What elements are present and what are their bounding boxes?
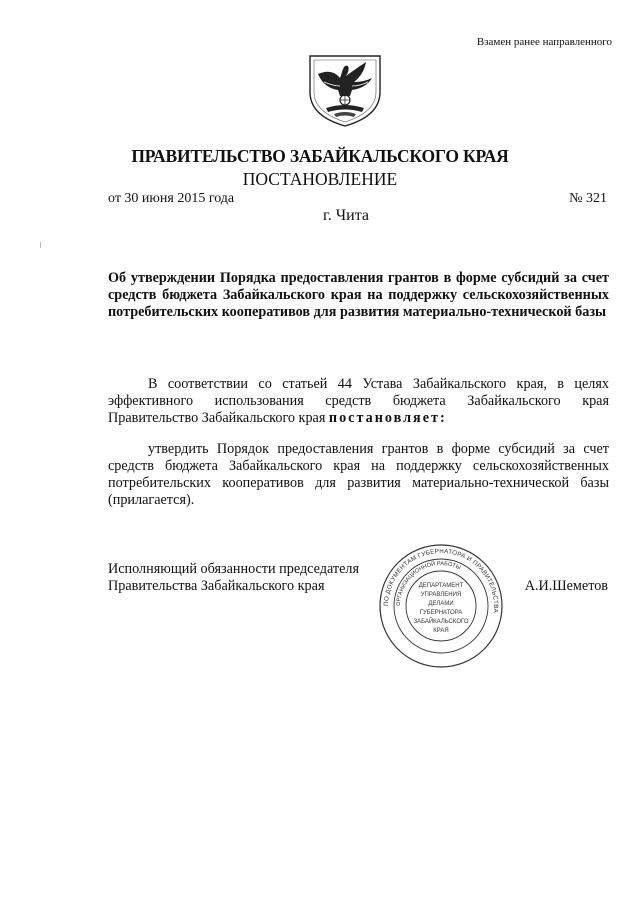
coat-of-arms-emblem [304, 52, 386, 128]
preamble-text: В соответствии со статьей 44 Устава Забайкальского края, в целях эффективного использования средств бюджета Забайкальского края Правительство Забайкальского края [108, 376, 609, 426]
document-type: ПОСТАНОВЛЕНИЕ [242, 169, 398, 189]
document-city: г. Чита [322, 207, 369, 224]
margin-mark [40, 242, 41, 248]
signatory-position [108, 561, 359, 595]
document-subject: Об утверждении Порядка предоставления грантов в форме субсидий за счет средств бюджета Забайкальского края на поддержку сельскохозяйственных потребительских кооперативов для развития материально-технической базы [108, 270, 609, 320]
stamp-center-line: ГУБЕРНАТОРА [419, 610, 463, 616]
stamp-outer-text: ПО ДОКУМЕНТАМ ГУБЕРНАТОРА И ПРАВИТЕЛЬСТВА [382, 547, 500, 614]
document-date: от 30 июня 2015 года [108, 191, 235, 206]
government-title: ПРАВИТЕЛЬСТВО ЗАБАЙКАЛЬСКОГО КРАЯ [131, 146, 509, 166]
signatory-name: А.И.Шеметов [524, 578, 608, 594]
preamble-paragraph [108, 376, 609, 427]
replacement-note: Взамен ранее направленного [476, 36, 612, 48]
decrees-word: постановляет: [328, 410, 447, 426]
stamp-inner-text: ОРГАНИЗАЦИОННОЙ РАБОТЫ [395, 560, 462, 607]
official-stamp [378, 543, 504, 669]
stamp-center-line: КРАЯ [433, 628, 449, 634]
stamp-center-line: ДЕЛАМИ [428, 601, 454, 607]
document-number: № 321 [569, 191, 607, 206]
stamp-center-line: ДЕПАРТАМЕНТ [418, 583, 464, 589]
stamp-center-line: УПРАВЛЕНИЯ [420, 592, 462, 598]
signatory-position-line2: Правительства Забайкальского края [108, 578, 325, 594]
stamp-center-line: ЗАБАЙКАЛЬСКОГО [413, 619, 469, 625]
signatory-position-line1: Исполняющий обязанности председателя [108, 561, 359, 577]
operative-paragraph: утвердить Порядок предоставления грантов в форме субсидий за счет средств бюджета Забайкальского края на поддержку сельскохозяйственных потребительских кооперативов для развития материально-технической базы (прилагается). [108, 441, 609, 508]
